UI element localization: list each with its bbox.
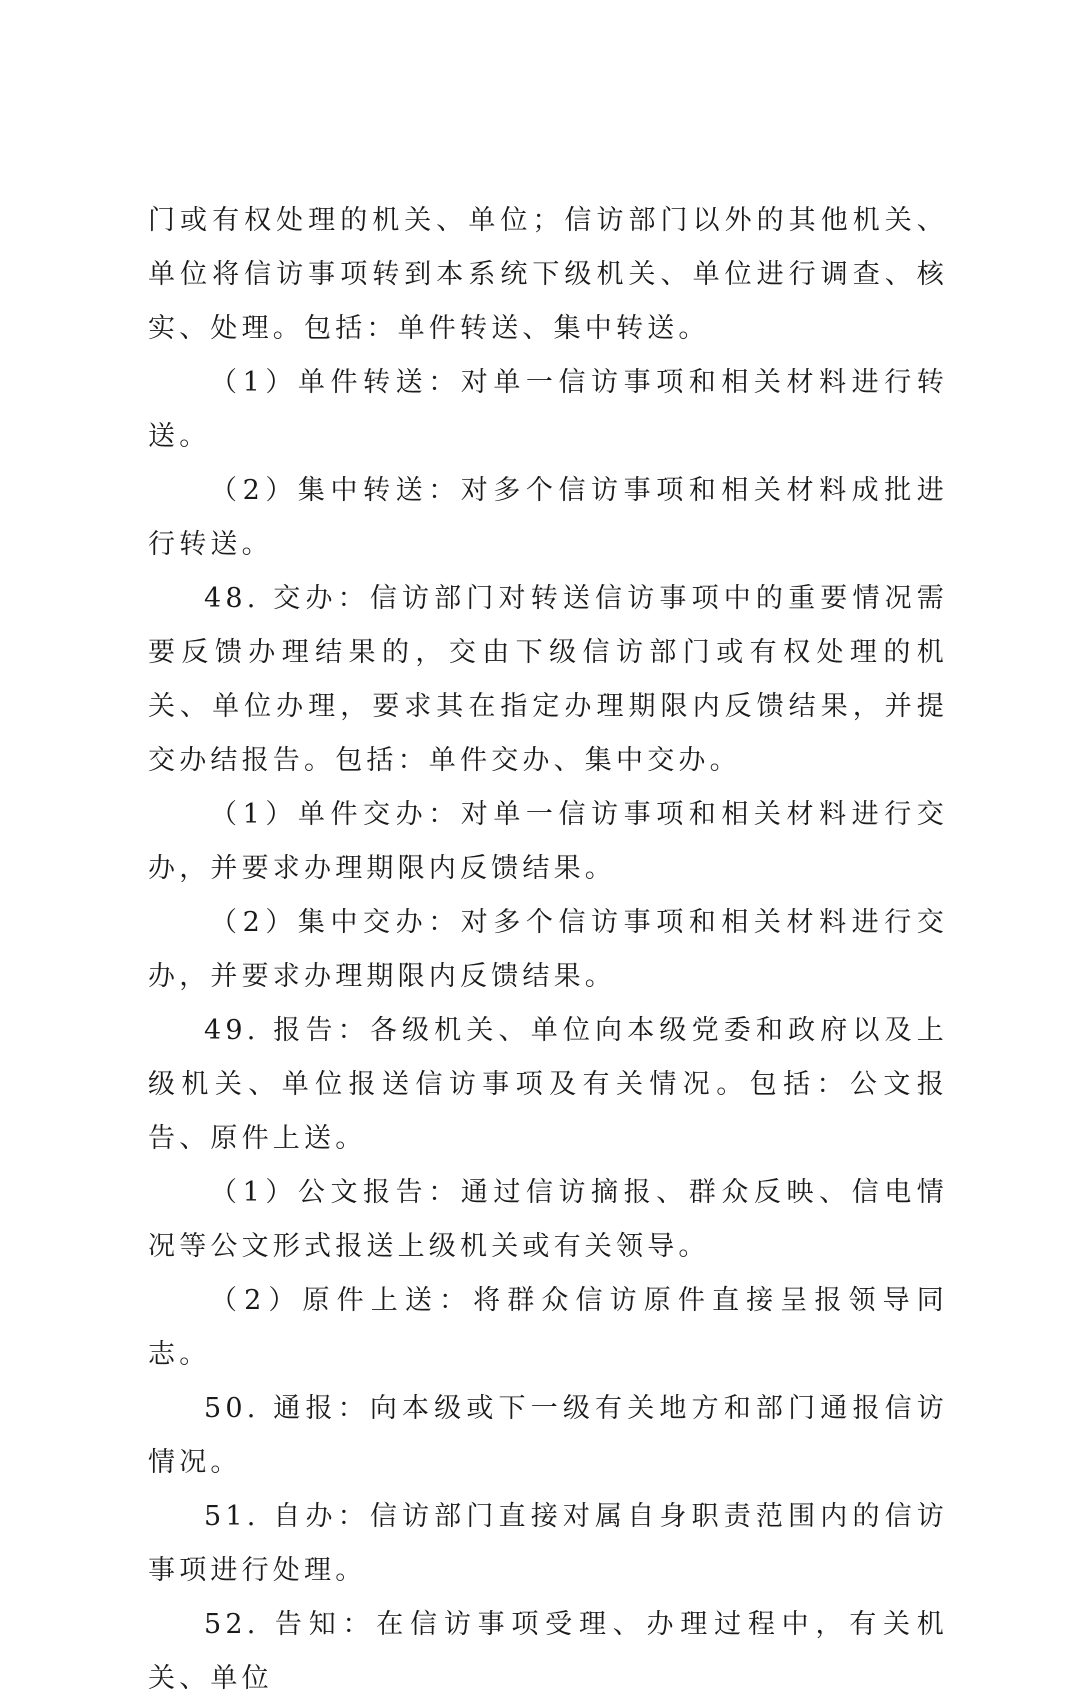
paragraph-item-52-inform: 52. 告知：在信访事项受理、办理过程中，有关机关、单位 — [148, 1609, 948, 1694]
paragraph-item-49-report: 49. 报告：各级机关、单位向本级党委和政府以及上级机关、单位报送信访事项及有关情况。包括：公文报告、原件上送。 — [148, 1015, 948, 1154]
paragraph-single-transfer: （1）单件转送：对单一信访事项和相关材料进行转送。 — [148, 367, 948, 452]
paragraph-item-50-notify: 50. 通报：向本级或下一级有关地方和部门通报信访情况。 — [148, 1393, 948, 1478]
paragraph-item-51-self-handle: 51. 自办：信访部门直接对属自身职责范围内的信访事项进行处理。 — [148, 1501, 948, 1586]
paragraph-single-assign: （1）单件交办：对单一信访事项和相关材料进行交办，并要求办理期限内反馈结果。 — [148, 799, 948, 884]
paragraph-batch-assign: （2）集中交办：对多个信访事项和相关材料进行交办，并要求办理期限内反馈结果。 — [148, 907, 948, 992]
paragraph-item-48-assign: 48. 交办：信访部门对转送信访事项中的重要情况需要反馈办理结果的，交由下级信访部门或有权处理的机关、单位办理，要求其在指定办理期限内反馈结果，并提交办结报告。包括：单件交办、集中交办。 — [148, 583, 948, 776]
paragraph-batch-transfer: （2）集中转送：对多个信访事项和相关材料成批进行转送。 — [148, 475, 948, 560]
paragraph-document-report: （1）公文报告：通过信访摘报、群众反映、信电情况等公文形式报送上级机关或有关领导。 — [148, 1177, 948, 1262]
document-body — [148, 194, 948, 1706]
paragraph-original-submit: （2）原件上送：将群众信访原件直接呈报领导同志。 — [148, 1285, 948, 1370]
paragraph-transfer-definition: 门或有权处理的机关、单位；信访部门以外的其他机关、单位将信访事项转到本系统下级机关、单位进行调查、核实、处理。包括：单件转送、集中转送。 — [148, 205, 948, 344]
